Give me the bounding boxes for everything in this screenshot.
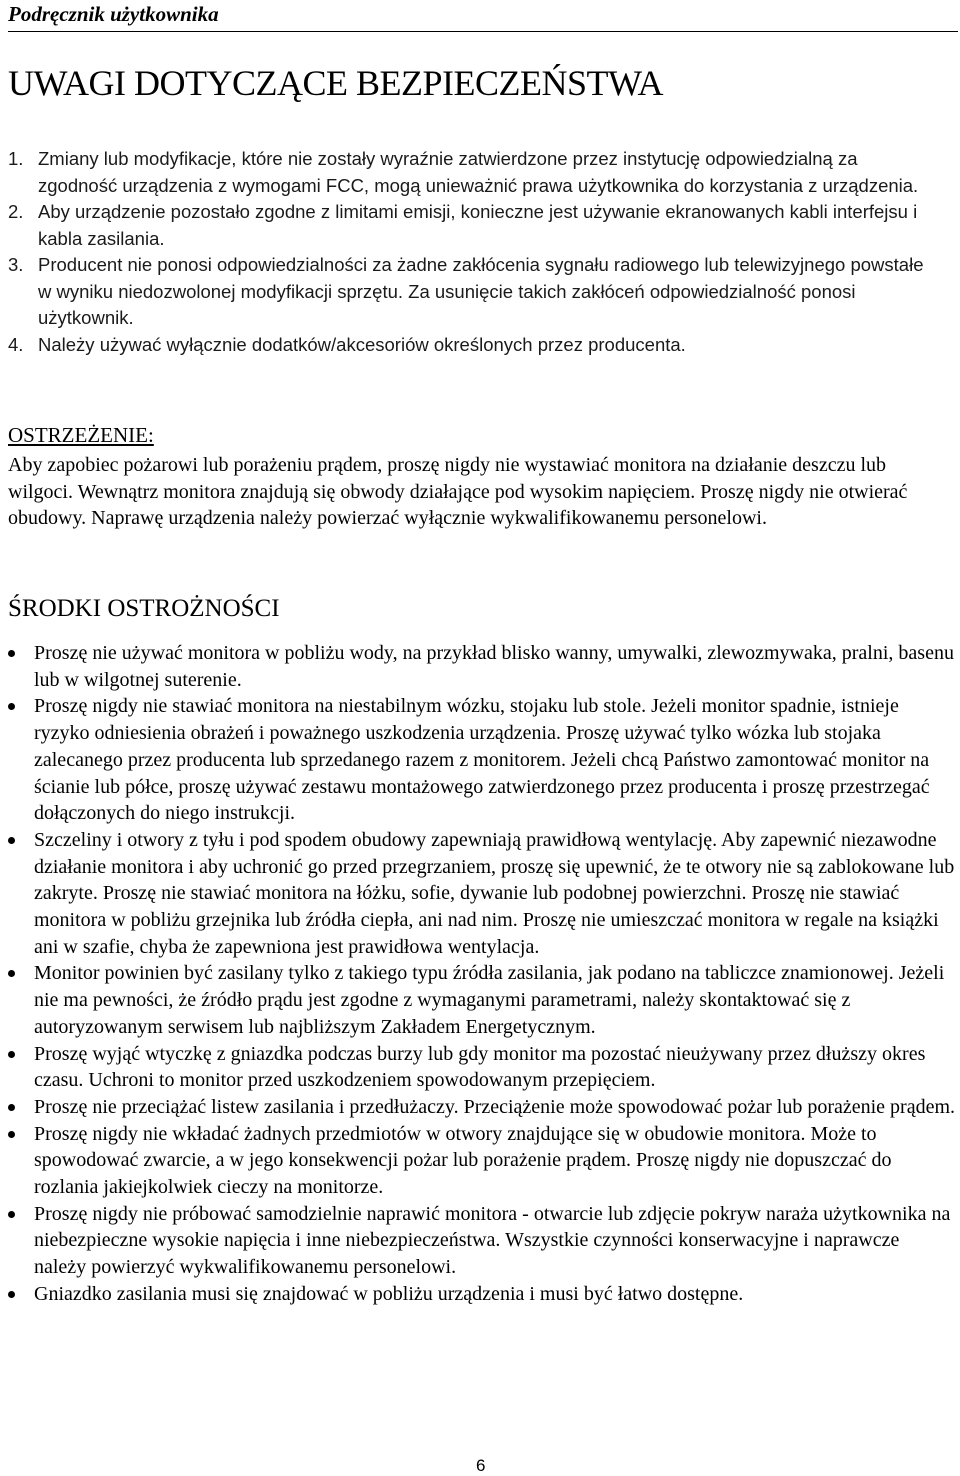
bullet-icon: [8, 1104, 15, 1111]
bullet-icon: [8, 1131, 15, 1138]
numbered-item: [8, 252, 938, 332]
bullet-icon: [8, 1051, 15, 1058]
main-title: UWAGI DOTYCZĄCE BEZPIECZEŃSTWA: [8, 63, 663, 103]
precaution-text: Proszę nie używać monitora w pobliżu wody, na przykład blisko wanny, umywalki, zlewozmywaka, pralni, basenu lub w wilgotnej suterenie.: [34, 642, 954, 691]
numbered-item: [8, 199, 938, 252]
precaution-text: Proszę nigdy nie stawiać monitora na niestabilnym wózku, stojaku lub stole. Jeżeli monitor spadnie, istnieje ryzyko odniesienia obrażeń i poważnego uszkodzenia urządzenia. Proszę używać tylko wózka lub stojaka zalecanego przez producenta lub sprzedanego razem z monitorem. Jeżeli chcą Państwo zamontować monitor na ścianie lub półce, proszę używać zestawu montażowego zatwierdzonego przez producenta i proszę przestrzegać dołączonych do niego instrukcji.: [34, 695, 930, 825]
page-number: 6: [476, 1456, 486, 1475]
warning-title: OSTRZEŻENIE:: [8, 423, 154, 447]
precautions-list: [8, 640, 956, 1308]
numbered-item: [8, 146, 938, 199]
bullet-icon: [8, 970, 15, 977]
page-header: [8, 0, 958, 32]
precaution-text: Szczeliny i otwory z tyłu i pod spodem obudowy zapewniają prawidłową wentylację. Aby zapewnić niezawodne działanie monitora i aby uchronić go przed przegrzaniem, proszę się upewnić, że te otwory nie są zablokowane lub zakryte. Proszę nie stawiać monitora na łóżku, sofie, dywanie lub podobnej powierzchni. Proszę nie stawiać monitora w pobliżu grzejnika lub źródła ciepła, ani nad nim. Proszę nie umieszczać monitora w regale na książki ani w szafie, chyba że zapewniona jest prawidłowa wentylacja.: [34, 828, 955, 958]
item-text: Producent nie ponosi odpowiedzialności za żadne zakłócenia sygnału radiowego lub telewizyjnego powstałe w wyniku niedozwolonej modyfikacji sprzętu. Za usunięcie takich zakłóceń odpowiedzialność ponosi użytkownik.: [38, 254, 924, 328]
precaution-item: [8, 693, 956, 827]
precaution-text: Monitor powinien być zasilany tylko z takiego typu źródła zasilania, jak podano na tabliczce znamionowej. Jeżeli nie ma pewności, że źródło prądu jest zgodne z wymaganymi parametrami, należy skontaktować się z autoryzowanym serwisem lub najbliższym Zakładem Energetycznym.: [34, 962, 945, 1038]
bullet-icon: [8, 1211, 15, 1218]
numbered-item: [8, 332, 938, 359]
header-title: Podręcznik użytkownika: [8, 2, 219, 26]
precaution-item: [8, 1094, 956, 1121]
precaution-text: Gniazdko zasilania musi się znajdować w pobliżu urządzenia i musi być łatwo dostępne.: [34, 1282, 744, 1305]
warning-text: Aby zapobiec pożarowi lub porażeniu prądem, proszę nigdy nie wystawiać monitora na działanie deszczu lub wilgoci. Wewnątrz monitora znajdują się obwody działające pod wysokim napięciem. Proszę nigdy nie otwierać obudowy. Naprawę urządzenia należy powierzać wyłącznie wykwalifikowanemu personelowi.: [8, 454, 908, 529]
precaution-text: Proszę nigdy nie próbować samodzielnie naprawić monitora - otwarcie lub zdjęcie pokryw naraża użytkownika na niebezpieczne wysokie napięcia i inne niebezpieczeństwa. Wszystkie czynności konserwacyjne i naprawcze należy powierzyć wykwalifikowanemu personelowi.: [34, 1202, 951, 1279]
precaution-item: [8, 1201, 956, 1281]
precaution-item: [8, 1121, 956, 1201]
precaution-text: Proszę wyjąć wtyczkę z gniazdka podczas burzy lub gdy monitor ma pozostać nieużywany przez dłuższy okres czasu. Uchroni to monitor przed uszkodzeniem spowodowanym przepięciem.: [34, 1042, 926, 1092]
precaution-item: [8, 827, 956, 961]
item-text: Zmiany lub modyfikacje, które nie zostały wyraźnie zatwierdzone przez instytucję odpowiedzialną za zgodność urządzenia z wymogami FCC, mogą unieważnić prawa użytkownika do korzystania z urządzenia.: [38, 148, 919, 196]
bullet-icon: [8, 1291, 15, 1298]
bullet-icon: [8, 703, 15, 710]
precaution-item: [8, 1281, 956, 1308]
item-number: 4.: [8, 333, 24, 355]
precaution-text: Proszę nigdy nie wkładać żadnych przedmiotów w otwory znajdujące się w obudowie monitora. Może to spowodować zwarcie, a w jego konsekwencji pożar lub porażenie prądem. Proszę nigdy nie dopuszczać do rozlania jakiejkolwiek cieczy na monitorze.: [34, 1122, 892, 1199]
precaution-item: [8, 1041, 956, 1094]
bullet-icon: [8, 837, 15, 844]
item-number: 3.: [8, 254, 24, 275]
precaution-text: Proszę nie przeciążać listew zasilania i przedłużaczy. Przeciążenie może spowodować pożar lub porażenie prądem.: [34, 1095, 956, 1118]
item-number: 1.: [8, 148, 24, 169]
item-text: Aby urządzenie pozostało zgodne z limitami emisji, konieczne jest używanie ekranowanych kabli interfejsu i kabla zasilania.: [38, 201, 918, 249]
item-text: Należy używać wyłącznie dodatków/akcesoriów określonych przez producenta.: [38, 333, 686, 355]
item-number: 2.: [8, 201, 24, 222]
numbered-list: [8, 146, 938, 358]
precaution-item: [8, 960, 956, 1040]
precaution-item: [8, 640, 956, 693]
precautions-title: ŚRODKI OSTROŻNOŚCI: [8, 595, 280, 622]
bullet-icon: [8, 650, 15, 657]
